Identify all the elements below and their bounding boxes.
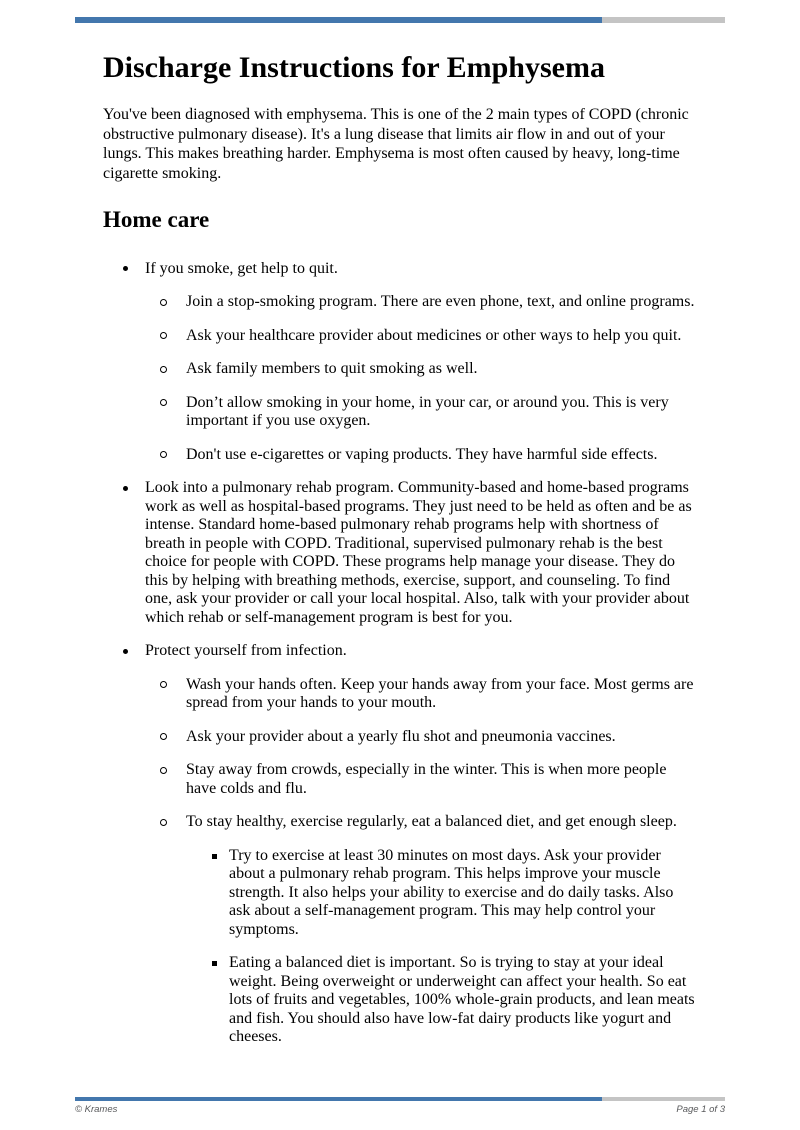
footer-rule-accent: [75, 1097, 602, 1101]
section-heading-home-care: Home care: [103, 207, 210, 232]
list-item-text: Ask your provider about a yearly flu shot and pneumonia vaccines.: [186, 727, 616, 745]
footer-rule: [75, 1097, 725, 1101]
list-item: [186, 293, 697, 312]
home-care-list: [103, 260, 697, 1047]
list-item: [186, 813, 697, 1047]
sub-sub-list: [186, 847, 697, 1047]
list-item-text: Ask your healthcare provider about medicines or other ways to help you quit.: [186, 326, 682, 344]
sub-list: [145, 676, 697, 1047]
list-item-text: Look into a pulmonary rehab program. Community-based and home-based programs work as well as hospital-based programs. They just need to be held as often and be as intense. Standard home-based pulmonary rehab programs help with shortness of breath in people with COPD. Traditional, supervised pulmonary rehab is the best choice for people with COPD. These programs help manage your disease. They do this by helping with breathing methods, exercise, support, and counseling. To find one, ask your provider or call your local hospital. Also, talk with your provider about which rehab or self-management program is best for you.: [145, 479, 692, 626]
list-item: [186, 394, 697, 431]
footer-rule-track: [602, 1097, 726, 1101]
list-item-text: Ask family members to quit smoking as well.: [186, 360, 478, 378]
list-item: [229, 847, 697, 940]
copyright-text: © Krames: [75, 1104, 118, 1115]
page-title: Discharge Instructions for Emphysema: [103, 51, 605, 84]
page-footer: [75, 1097, 725, 1115]
list-item-text: Eating a balanced diet is important. So is trying to stay at your ideal weight. Being overweight or underweight can affect your health. So eat lots of fruits and vegetables, 100% whole-grain products, and lean meats and fish. You should also have low-fat dairy products like yogurt and cheeses.: [229, 954, 695, 1046]
list-item-text: Stay away from crowds, especially in the winter. This is when more people have colds and flu.: [186, 761, 667, 797]
list-item: [145, 642, 697, 1047]
document-content: [103, 0, 697, 1062]
list-item-text: Join a stop-smoking program. There are even phone, text, and online programs.: [186, 293, 695, 311]
list-item: [186, 446, 697, 465]
list-item: [186, 728, 697, 747]
list-item: [186, 360, 697, 379]
sub-list: [145, 293, 697, 464]
list-item-text: Don't use e-cigarettes or vaping products. They have harmful side effects.: [186, 445, 658, 463]
page-number-text: Page 1 of 3: [676, 1104, 725, 1115]
list-item-text: Wash your hands often. Keep your hands away from your face. Most germs are spread from your hands to your mouth.: [186, 675, 694, 712]
list-item-text: Don’t allow smoking in your home, in your car, or around you. This is very important if you use oxygen.: [186, 393, 669, 430]
list-item-text: If you smoke, get help to quit.: [145, 259, 338, 277]
list-item-text: To stay healthy, exercise regularly, eat a balanced diet, and get enough sleep.: [186, 813, 677, 831]
intro-paragraph: You've been diagnosed with emphysema. This is one of the 2 main types of COPD (chronic obstructive pulmonary disease). It's a lung disease that limits air flow in and out of your lungs. This makes breathing harder. Emphysema is most often caused by heavy, long-time cigarette smoking.: [103, 106, 689, 182]
list-item: [145, 260, 697, 465]
footer-row: [75, 1104, 725, 1115]
list-item-text: Protect yourself from infection.: [145, 642, 347, 660]
list-item: [186, 761, 697, 798]
list-item: [145, 479, 697, 627]
list-item-text: Try to exercise at least 30 minutes on most days. Ask your provider about a pulmonary rehab program. This helps improve your muscle strength. It also helps your ability to exercise and do daily tasks. Also ask about a self-management program. This may help control your symptoms.: [229, 846, 674, 938]
list-item: [186, 327, 697, 346]
list-item: [186, 676, 697, 713]
list-item: [229, 954, 697, 1047]
